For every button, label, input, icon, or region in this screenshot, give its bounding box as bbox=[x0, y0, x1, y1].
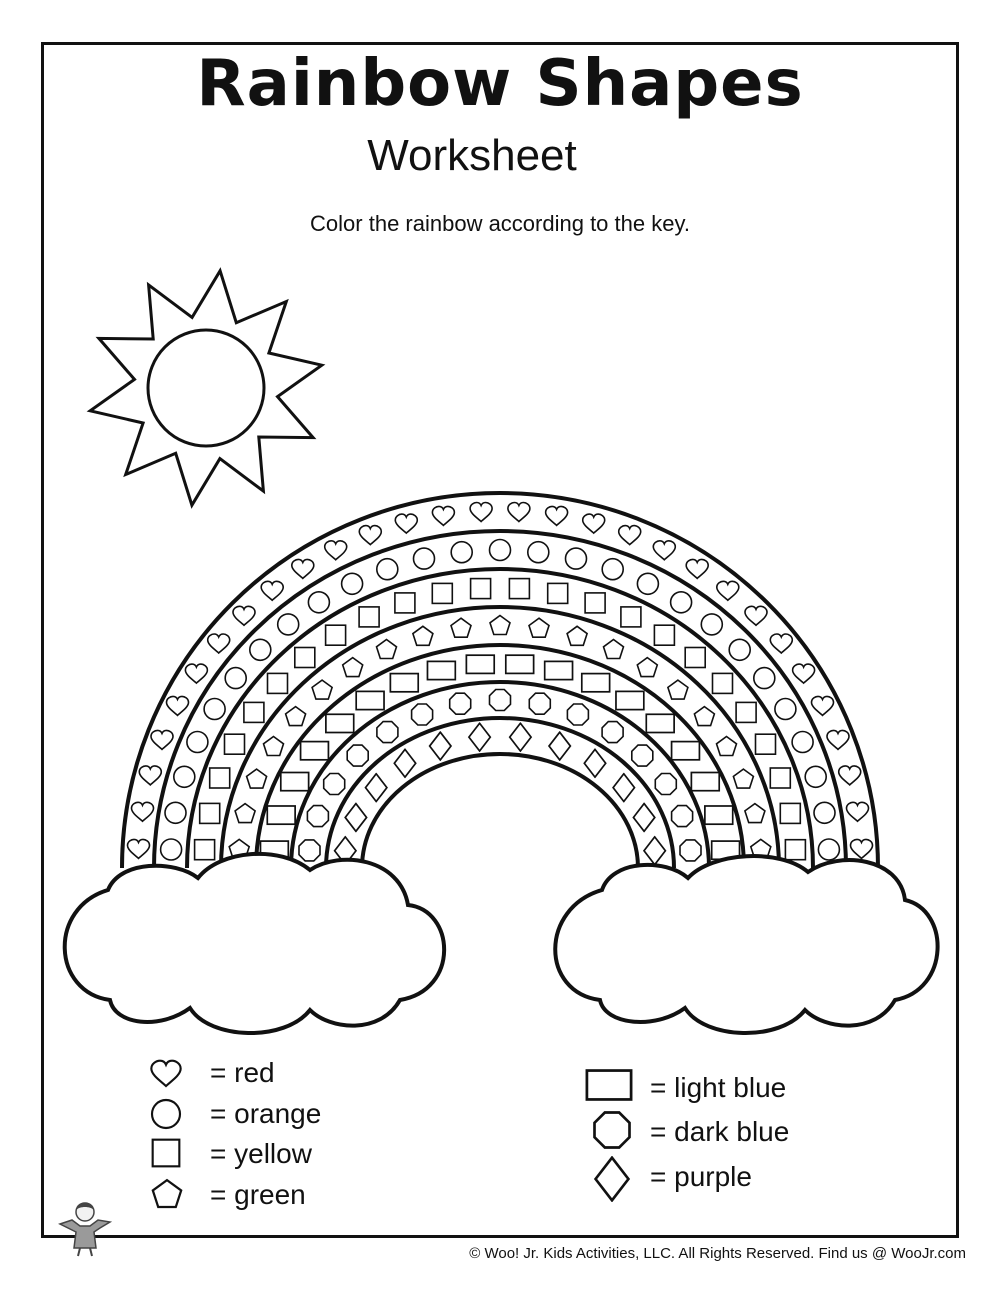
diamond-shape bbox=[430, 732, 451, 760]
sun-drawing bbox=[90, 271, 322, 505]
square-shape bbox=[654, 625, 674, 645]
pentagon-shape bbox=[733, 769, 753, 788]
diamond-shape bbox=[469, 723, 490, 751]
sun-disc bbox=[148, 330, 264, 446]
key-label: = orange bbox=[210, 1098, 322, 1129]
key-item-yellow bbox=[196, 1134, 312, 1174]
circle-shape bbox=[754, 668, 775, 689]
circle-shape bbox=[342, 573, 363, 594]
octagon-shape bbox=[377, 722, 398, 743]
heart-shape bbox=[128, 839, 150, 858]
key-label: = yellow bbox=[210, 1138, 312, 1169]
circle-shape bbox=[490, 540, 511, 561]
heart-shape bbox=[793, 664, 815, 683]
heart-icon bbox=[151, 1061, 180, 1086]
octagon-shape bbox=[299, 840, 320, 861]
pentagon-shape bbox=[668, 680, 688, 699]
pentagon-shape bbox=[717, 737, 737, 756]
diamond-shape bbox=[633, 804, 654, 832]
key-item-purple bbox=[636, 1157, 752, 1197]
square-shape bbox=[756, 734, 776, 754]
circle-shape bbox=[278, 614, 299, 635]
circle-shape bbox=[701, 614, 722, 635]
square-shape bbox=[432, 583, 452, 603]
rectangle-shape bbox=[356, 691, 384, 709]
square-shape bbox=[359, 607, 379, 627]
pentagon-shape bbox=[413, 626, 433, 645]
heart-shape bbox=[167, 696, 189, 715]
rectangle-shape bbox=[545, 661, 573, 679]
heart-shape bbox=[508, 503, 530, 522]
heart-shape bbox=[432, 506, 454, 525]
pentagon-shape bbox=[604, 640, 624, 659]
heart-shape bbox=[395, 514, 417, 533]
heart-shape bbox=[653, 541, 675, 560]
key-item-red bbox=[196, 1053, 275, 1093]
heart-shape bbox=[139, 766, 161, 785]
square-shape bbox=[585, 593, 605, 613]
octagon-shape bbox=[307, 806, 328, 827]
rainbow-arc bbox=[326, 718, 674, 868]
diamond-icon bbox=[596, 1158, 629, 1201]
square-shape bbox=[685, 648, 705, 668]
circle-shape bbox=[729, 639, 750, 660]
rectangle-shape bbox=[301, 742, 329, 760]
heart-shape bbox=[812, 696, 834, 715]
square-shape bbox=[395, 593, 415, 613]
rectangle-shape bbox=[466, 655, 494, 673]
heart-shape bbox=[839, 766, 861, 785]
rectangle-shape bbox=[672, 742, 700, 760]
key-item-dark-blue bbox=[636, 1112, 789, 1152]
diamond-shape bbox=[549, 732, 570, 760]
square-shape bbox=[770, 768, 790, 788]
octagon-shape bbox=[567, 704, 588, 725]
octagon-icon bbox=[595, 1113, 630, 1148]
square-shape bbox=[621, 607, 641, 627]
circle-shape bbox=[814, 802, 835, 823]
circle-shape bbox=[187, 732, 208, 753]
heart-shape bbox=[583, 514, 605, 533]
key-label: = purple bbox=[650, 1161, 752, 1192]
pentagon-shape bbox=[529, 618, 549, 637]
square-shape bbox=[225, 734, 245, 754]
heart-shape bbox=[827, 730, 849, 749]
square-shape bbox=[785, 840, 805, 860]
square-shape bbox=[195, 840, 215, 860]
heart-shape bbox=[151, 730, 173, 749]
diamond-shape bbox=[644, 837, 665, 865]
left-cloud bbox=[65, 854, 444, 1033]
rectangle-shape bbox=[646, 714, 674, 732]
diamond-shape bbox=[584, 749, 605, 777]
circle-shape bbox=[528, 542, 549, 563]
pentagon-shape bbox=[567, 626, 587, 645]
key-item-green bbox=[196, 1175, 306, 1215]
key-item-light-blue bbox=[636, 1068, 786, 1108]
octagon-shape bbox=[680, 840, 701, 861]
key-label: = red bbox=[210, 1057, 275, 1088]
heart-shape bbox=[359, 526, 381, 545]
octagon-shape bbox=[529, 693, 550, 714]
circle-shape bbox=[671, 592, 692, 613]
circle-shape bbox=[792, 732, 813, 753]
heart-shape bbox=[847, 802, 869, 821]
square-shape bbox=[471, 579, 491, 599]
square-shape bbox=[509, 579, 529, 599]
octagon-shape bbox=[347, 745, 368, 766]
diamond-shape bbox=[366, 774, 387, 802]
square-shape bbox=[200, 803, 220, 823]
octagon-shape bbox=[632, 745, 653, 766]
circle-icon bbox=[152, 1100, 180, 1128]
heart-shape bbox=[546, 506, 568, 525]
octagon-shape bbox=[412, 704, 433, 725]
pentagon-shape bbox=[377, 640, 397, 659]
circle-shape bbox=[805, 766, 826, 787]
rectangle-shape bbox=[326, 714, 354, 732]
heart-shape bbox=[325, 541, 347, 560]
square-shape bbox=[548, 583, 568, 603]
rectangle-shape bbox=[390, 674, 418, 692]
pentagon-shape bbox=[247, 769, 267, 788]
mascot-icon bbox=[50, 1196, 120, 1258]
pentagon-shape bbox=[343, 658, 363, 677]
circle-shape bbox=[161, 839, 182, 860]
heart-shape bbox=[292, 559, 314, 578]
copyright-footer: © Woo! Jr. Kids Activities, LLC. All Rights Reserved. Find us @ WooJr.com bbox=[469, 1245, 966, 1262]
heart-shape bbox=[185, 664, 207, 683]
square-shape bbox=[295, 648, 315, 668]
heart-shape bbox=[619, 526, 641, 545]
rectangle-icon bbox=[587, 1071, 631, 1100]
heart-shape bbox=[233, 606, 255, 625]
heart-shape bbox=[745, 606, 767, 625]
key-label: = green bbox=[210, 1179, 306, 1210]
octagon-shape bbox=[324, 774, 345, 795]
circle-shape bbox=[174, 766, 195, 787]
worksheet-subtitle: Worksheet bbox=[367, 131, 577, 180]
pentagon-shape bbox=[235, 804, 255, 823]
heart-shape bbox=[770, 634, 792, 653]
pentagon-shape bbox=[286, 707, 306, 726]
rectangle-shape bbox=[427, 661, 455, 679]
key-label: = light blue bbox=[650, 1072, 787, 1103]
circle-shape bbox=[308, 592, 329, 613]
rectangle-shape bbox=[691, 772, 719, 790]
circle-shape bbox=[414, 548, 435, 569]
rectangle-shape bbox=[616, 691, 644, 709]
square-shape bbox=[268, 673, 288, 693]
circle-shape bbox=[165, 802, 186, 823]
key-label: = dark blue bbox=[650, 1116, 790, 1147]
pentagon-shape bbox=[637, 658, 657, 677]
pentagon-shape bbox=[694, 707, 714, 726]
heart-shape bbox=[208, 634, 230, 653]
diamond-shape bbox=[394, 749, 415, 777]
circle-shape bbox=[775, 699, 796, 720]
right-cloud bbox=[555, 856, 937, 1033]
octagon-shape bbox=[672, 806, 693, 827]
rectangle-shape bbox=[281, 772, 309, 790]
square-shape bbox=[713, 673, 733, 693]
diamond-shape bbox=[613, 774, 634, 802]
instructions-text: Color the rainbow according to the key. bbox=[310, 211, 690, 236]
diamond-shape bbox=[510, 723, 531, 751]
octagon-shape bbox=[450, 693, 471, 714]
heart-shape bbox=[132, 802, 154, 821]
rectangle-shape bbox=[582, 674, 610, 692]
square-shape bbox=[210, 768, 230, 788]
pentagon-shape bbox=[490, 616, 510, 635]
heart-shape bbox=[261, 581, 283, 600]
circle-shape bbox=[566, 548, 587, 569]
square-shape bbox=[326, 625, 346, 645]
circle-shape bbox=[602, 559, 623, 580]
square-shape bbox=[736, 702, 756, 722]
circle-shape bbox=[250, 639, 271, 660]
pentagon-shape bbox=[312, 680, 332, 699]
circle-shape bbox=[637, 573, 658, 594]
heart-shape bbox=[686, 559, 708, 578]
circle-shape bbox=[818, 839, 839, 860]
circle-shape bbox=[377, 559, 398, 580]
circle-shape bbox=[204, 699, 225, 720]
octagon-shape bbox=[655, 774, 676, 795]
square-icon bbox=[153, 1140, 180, 1167]
heart-shape bbox=[470, 503, 492, 522]
rectangle-shape bbox=[705, 806, 733, 824]
rectangle-shape bbox=[506, 655, 534, 673]
pentagon-shape bbox=[264, 737, 284, 756]
rectangle-shape bbox=[267, 806, 295, 824]
heart-shape bbox=[851, 839, 873, 858]
pentagon-icon bbox=[153, 1180, 181, 1207]
key-item-orange bbox=[196, 1094, 321, 1134]
rainbow-arc bbox=[362, 754, 638, 868]
octagon-shape bbox=[490, 690, 511, 711]
diamond-shape bbox=[345, 804, 366, 832]
circle-shape bbox=[451, 542, 472, 563]
pentagon-shape bbox=[451, 618, 471, 637]
square-shape bbox=[244, 702, 264, 722]
square-shape bbox=[780, 803, 800, 823]
circle-shape bbox=[225, 668, 246, 689]
heart-shape bbox=[717, 581, 739, 600]
octagon-shape bbox=[602, 722, 623, 743]
pentagon-shape bbox=[745, 804, 765, 823]
worksheet-title: Rainbow Shapes bbox=[196, 47, 804, 121]
